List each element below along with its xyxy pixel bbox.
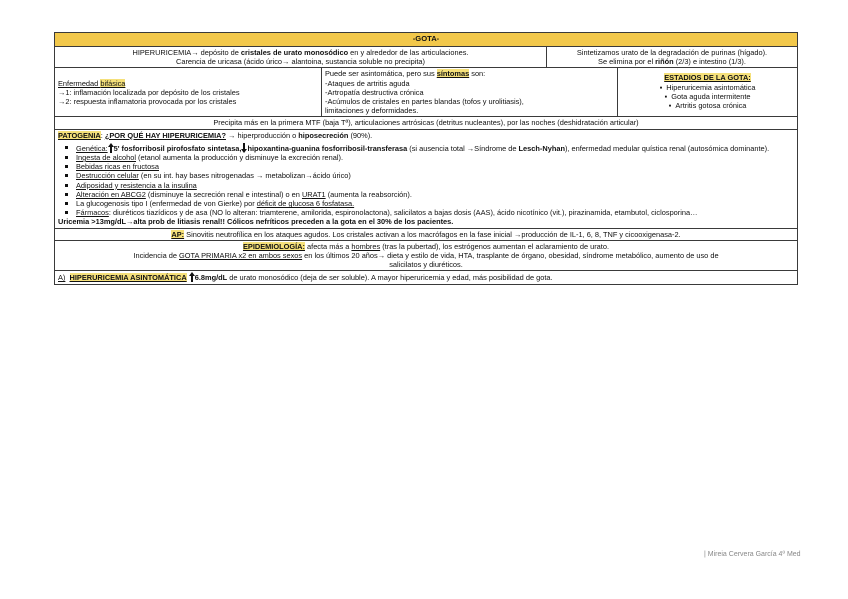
list-item: Adiposidad y resistencia a la insulina: [74, 181, 794, 190]
stages-title: ESTADIOS DE LA GOTA:: [664, 73, 751, 83]
list-item: Genética: 5' fosforribosil pirofosfato sintetasa, hipoxantina-guanina fosforribosil-transferasa (si ausencia total →Síndrome de Lesch-Nyhan), enfermedad medular quística renal (autosómica dominante).: [74, 143, 794, 153]
symptom-item: -Ataques de artritis aguda: [325, 78, 410, 88]
page-title: -GOTA-: [55, 33, 798, 47]
biphasic-disease: Enfermedad bifásica →1: inflamación localizada por depósito de los cristales →2: respuesta inflamatoria provocada por los cristales: [55, 68, 322, 117]
list-item: Alteración en ABCG2 (disminuye la secreción renal e intestinal) o en URAT1 (aumenta la reabsorción).: [74, 190, 794, 199]
arrow-up-icon: [109, 143, 113, 153]
stage-item: ▪ Hiperuricemia asintomática: [621, 83, 794, 92]
gota-table: [54, 32, 798, 285]
epidemiology: EPIDEMIOLOGÍA: afecta más a hombres (tras la pubertad), los estrógenos aumentan el aclaramiento de urato. Incidencia de GOTA PRIMARIA x2 en ambos sexos en los últimos 20 años→ dieta y estilo de vida, HTA, trasplante de órgano, obesidad, síndrome metabólico, aumento de uso de salicilatos y diuréticos.: [55, 240, 798, 271]
symptom-item: -Artropatía destructiva crónica: [325, 87, 424, 97]
arrow-down-icon: [242, 143, 246, 153]
footer-author: | Mireia Cervera García 4º Med: [704, 551, 801, 558]
list-item: Destrucción celular (en su int. hay bases nitrogenadas → metabolizan→ácido úrico): [74, 171, 794, 180]
symptom-item: -Acúmulos de cristales en partes blandas (tofos y urolitiasis),: [325, 97, 524, 107]
list-item: Bebidas ricas en fructosa: [74, 162, 794, 171]
hyperuricemia-definition: HIPERURICEMIA→ depósito de cristales de urato monosódico en y alrededor de las articulaciones. Carencia de uricasa (ácido úrico→ alantoina, sustancia soluble no precipita): [55, 47, 547, 68]
uricemia-note: Uricemia >13mg/dL→alta prob de litiasis renal!! Cólicos nefríticos preceden a la gota en el 30% de los pacientes.: [58, 217, 454, 227]
pathology-anatomy: AP: Sinovitis neutrofílica en los ataques agudos. Los cristales activan a los macrófagos en la fase inicial →producción de IL-1, 6, 8, TNF y cicooxigenasa-2.: [55, 228, 798, 240]
list-item: Ingesta de alcohol (etanol aumenta la producción y disminuye la excreción renal).: [74, 153, 794, 162]
pathogenesis: PATOGENIA: ¿POR QUÉ HAY HIPERURICEMIA? → hiperproducción o hiposecreción (90%). Genética: 5' fosforribosil pirofosfato sintetasa, hipoxantina-guanina fosforribosil-transferasa (si ausencia total →Síndrome de Lesch-Nyhan), enfermedad medular quística renal (autosómica dominante). Ingesta de alcohol (etanol aumenta la producción y disminuye la excreción renal). Bebidas ricas en fructosa Destrucción celular (en su int. hay bases nitrogenadas → metabolizan→ácido úrico) Adiposidad y resistencia a la insulina Alteración en ABCG2 (disminuye la secreción renal e intestinal) o en URAT1 (aumenta la reabsorción). La glucogenosis tipo I (enfermedad de von Gierke) por déficit de glucosa 6 fosfatasa. Fármacos: diuréticos tiazídicos y de asa (NO lo alteran: triamterene, amilorida, espironolactona), salicilatos a bajas dosis (AAS), ácido nicotínico (vit.), pirazinamida, etambutol, ciclosporina… Uricemia >13mg/dL→alta prob de litiasis renal!! Cólicos nefríticos preceden a la gota en el 30% de los pacientes.: [55, 129, 798, 228]
section-a-asymptomatic: A) HIPERURICEMIA ASINTOMÁTICA 6.8mg/dL de urato monosódico (deja de ser soluble). A mayor hiperuricemia y edad, más posibilidad de gota.: [55, 271, 798, 284]
stage-item: ▪ Artritis gotosa crónica: [621, 101, 794, 110]
precipitation-note: Precipita más en la primera MTF (baja Tª), articulaciones artrósicas (detritus nucleantes), por las noches (deshidratación articular): [55, 117, 798, 129]
symptoms: Puede ser asintomática, pero sus síntomas son: -Ataques de artritis aguda -Artropatía destructiva crónica -Acúmulos de cristales en partes blandas (tofos y urolitiasis), limitaciones y deformidades.: [322, 68, 618, 117]
stage-item: ▪ Gota aguda intermitente: [621, 92, 794, 101]
symptom-item: limitaciones y deformidades.: [325, 106, 419, 116]
causes-list: [58, 143, 794, 218]
urate-synthesis: Sintetizamos urato de la degradación de purinas (hígado). Se elimina por el riñón (2/3) e intestino (1/3).: [547, 47, 798, 68]
gota-summary-sheet: [54, 32, 797, 285]
arrow-up-icon: [190, 272, 194, 282]
list-item: La glucogenosis tipo I (enfermedad de von Gierke) por déficit de glucosa 6 fosfatasa.: [74, 199, 794, 208]
gout-stages: [618, 68, 798, 117]
list-item: Fármacos: diuréticos tiazídicos y de asa (NO lo alteran: triamterene, amilorida, espironolactona), salicilatos a bajas dosis (AAS), ácido nicotínico (vit.), pirazinamida, etambutol, ciclosporina…: [74, 208, 794, 217]
